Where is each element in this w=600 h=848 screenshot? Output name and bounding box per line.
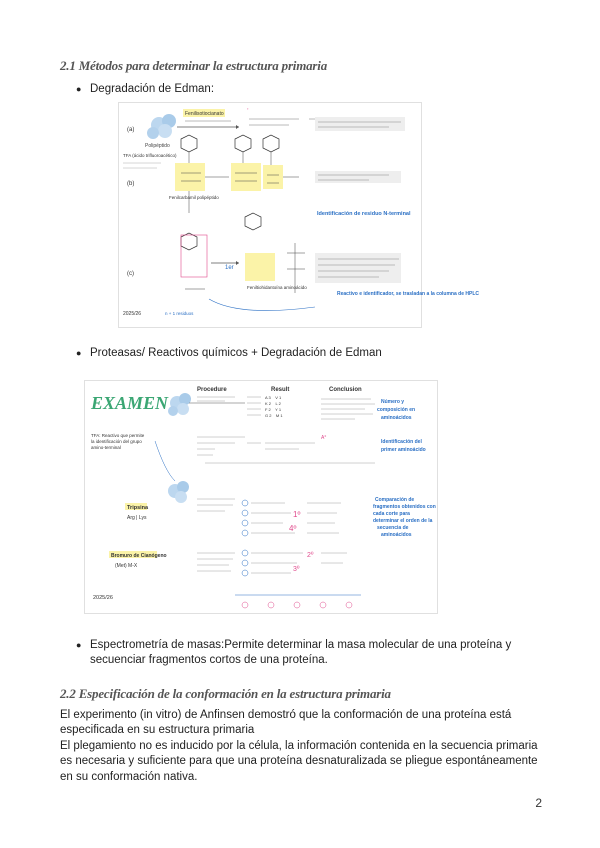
col-conclusion: Conclusion xyxy=(329,387,362,393)
box2-line1: Identificación del xyxy=(381,439,422,445)
label-4th: 4º xyxy=(289,524,297,533)
highlight-struct-2 xyxy=(231,163,261,191)
svg-text:F 2 Y 1: F 2 Y 1 xyxy=(265,407,282,412)
label-cnbr: Bromuro de Cianógeno xyxy=(111,553,167,559)
proteasas-diagram xyxy=(85,381,437,613)
col-procedure: Procedure xyxy=(197,387,227,393)
svg-text:A 3 V 1: A 3 V 1 xyxy=(265,395,282,400)
label-cycle: n + 1 residuos xyxy=(165,311,194,316)
label-first: 1er xyxy=(225,265,234,271)
highlight-struct-3 xyxy=(263,165,283,189)
box2-line2: primer aminoácido xyxy=(381,447,426,453)
bullet-espectrometria xyxy=(76,638,546,668)
box3-line1: Comparación de xyxy=(375,497,415,503)
paragraph-anfinsen: El experimento (in vitro) de Anfinsen demostró que la conformación de una proteína está especificada en su estructura primaria xyxy=(60,709,512,737)
section-heading-especificacion: 2.2 Especificación de la conformación en la estructura primaria xyxy=(60,686,391,701)
label-tfa2: TFA: Reactivo que permite xyxy=(91,433,145,438)
label-ident: Identificación de residuo N-terminal xyxy=(317,211,411,217)
note-box-1 xyxy=(315,117,405,131)
label-year: 2025/26 xyxy=(123,311,142,317)
label-c: (c) xyxy=(127,271,134,277)
bullet-dot: ● xyxy=(76,640,82,650)
svg-text:la identificación del grupo: la identificación del grupo xyxy=(91,439,142,444)
svg-text:cada corte para: cada corte para xyxy=(373,511,410,517)
svg-text:G 2 M 1: G 2 M 1 xyxy=(265,413,283,418)
label-trypsin: Tripsina xyxy=(127,505,149,511)
label-exam: EXAMEN xyxy=(91,393,169,413)
bullet-text: Espectrometría de masas:Permite determinar la masa molecular de una proteína y secuenciar fragmentos cortos de una proteína. xyxy=(90,639,512,666)
label-polypeptide: Polipéptido xyxy=(145,143,170,149)
figure-edman-degradation xyxy=(118,102,479,328)
note-box-3 xyxy=(315,253,401,283)
label-tfa: TFA (ácido trifluoroacético) xyxy=(123,153,177,158)
label-3rd: 3º xyxy=(293,566,300,573)
pink-box-1 xyxy=(181,235,207,277)
svg-text:fragmentos obtenidos con: fragmentos obtenidos con xyxy=(373,504,436,510)
box1-line1: Número y xyxy=(381,399,405,405)
svg-text:determinar el orden de la: determinar el orden de la xyxy=(373,518,433,524)
label-2nd: 2º xyxy=(307,552,314,559)
highlight-pth xyxy=(245,253,275,281)
label-b: (b) xyxy=(127,181,135,187)
cycle-arrow xyxy=(209,299,315,311)
bullet-dot: ● xyxy=(76,84,82,94)
benzene-rings xyxy=(181,135,279,250)
label-pth: Feniltiohidantoína aminoácido xyxy=(247,285,307,290)
protein-blob-icon-2 xyxy=(168,481,189,503)
label-1st: 1º xyxy=(293,510,301,519)
svg-text:amino-terminal: amino-terminal xyxy=(91,445,121,450)
bullet-dot: ● xyxy=(76,348,82,358)
label-pitc: Fenilisotiocianato xyxy=(185,111,224,117)
svg-text:secuencia de: secuencia de xyxy=(377,525,409,531)
label-ptc: Fenilcarbamil polipéptido xyxy=(169,195,219,200)
section-heading-metodos: 2.1 Métodos para determinar la estructura primaria xyxy=(60,58,327,73)
protein-blob-icon xyxy=(147,114,176,139)
paragraph-plegamiento: El plegamiento no es inducido por la célula, la información contenida en la secuencia primaria es necesaria y suficiente para que una proteína desnaturalizada se pliegue espontáneamente en su conformación nativa. xyxy=(60,740,538,783)
svg-text:aminoácidos: aminoácidos xyxy=(381,532,412,538)
note-box-2 xyxy=(315,171,401,183)
label-year2: 2025/26 xyxy=(93,595,113,601)
protein-blob-icon xyxy=(168,393,191,416)
figure-proteasas-edman xyxy=(84,380,438,614)
label-trypsin-note: Arg | Lys xyxy=(127,515,147,521)
page-number: 2 xyxy=(535,796,542,810)
pink-note: A° xyxy=(321,435,327,441)
label-cnbr-note: (Met) M-X xyxy=(115,563,138,569)
box1-line2: composición en xyxy=(377,407,416,413)
box1-line3: aminoácidos xyxy=(381,415,412,421)
bullet-text: Proteasas/ Reactivos químicos + Degradación de Edman xyxy=(90,347,382,359)
pink-mark: , xyxy=(247,105,249,111)
svg-text:K 2 L 2: K 2 L 2 xyxy=(265,401,281,406)
col-result: Result xyxy=(271,387,290,393)
bullet-text: Degradación de Edman: xyxy=(90,83,215,95)
edman-diagram xyxy=(119,103,479,327)
bullet-proteasas xyxy=(76,346,382,361)
label-a: (a) xyxy=(127,127,135,133)
label-ident2: Reactivo e identificador, se trasladan a la columna de HPLC xyxy=(337,291,479,297)
highlight-struct-1 xyxy=(175,163,205,191)
bullet-edman xyxy=(76,82,214,97)
